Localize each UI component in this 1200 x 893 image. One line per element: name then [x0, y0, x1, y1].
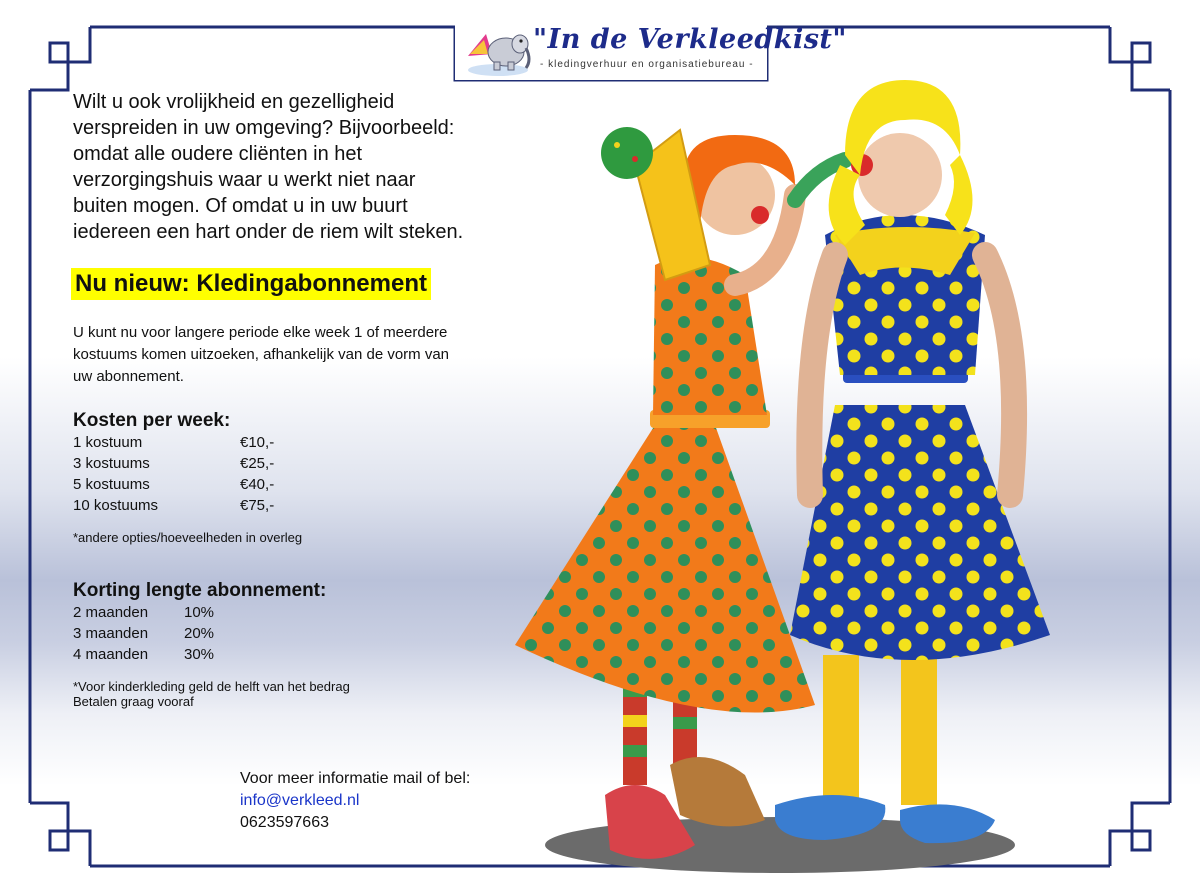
logo-subtitle: - kledingverhuur en organisatiebureau -	[540, 59, 754, 70]
intro-line: Wilt u ook vrolijkheid en gezelligheid	[73, 91, 395, 113]
discount-row	[73, 623, 350, 644]
price-row	[73, 432, 302, 453]
description-line: uw abonnement.	[73, 368, 184, 385]
description-line: U kunt nu voor langere periode elke week 1 of meerdere	[73, 324, 448, 341]
contact-phone: 0623597663	[240, 814, 329, 831]
price-label: 5 kostuums	[73, 476, 150, 493]
intro-line: verspreiden in uw omgeving? Bijvoorbeeld:	[73, 117, 455, 139]
discount-section	[73, 580, 350, 709]
discount-label: 3 maanden	[73, 625, 149, 642]
pricing-title: Kosten per week:	[73, 410, 231, 431]
price-value: €25,-	[240, 455, 275, 472]
logo-title: "In de Verkleedkist"	[533, 24, 847, 55]
contact-email-link[interactable]: info@verkleed.nl	[240, 792, 360, 809]
discount-value: 10%	[184, 604, 215, 621]
discount-label: 4 maanden	[73, 646, 149, 663]
intro-line: iedereen een hart onder de riem wilt steken.	[73, 221, 464, 243]
discount-title: Korting lengte abonnement:	[73, 580, 327, 601]
description-line: kostuums komen uitzoeken, afhankelijk van de vorm van	[73, 346, 450, 363]
description-paragraph	[73, 322, 449, 388]
contact-block	[240, 768, 470, 834]
clowns-photo	[505, 75, 1065, 875]
contact-intro: Voor meer informatie mail of bel:	[240, 770, 471, 787]
discount-value: 30%	[184, 646, 215, 663]
intro-line: buiten mogen. Of omdat u in uw buurt	[73, 195, 408, 217]
price-label: 10 kostuums	[73, 497, 159, 514]
price-label: 3 kostuums	[73, 455, 150, 472]
pricing-section	[73, 410, 302, 545]
elephant-logo-icon	[462, 26, 534, 78]
price-row	[73, 495, 302, 516]
discount-value: 20%	[184, 625, 215, 642]
payment-note: Betalen graag vooraf	[73, 694, 194, 709]
intro-paragraph	[73, 89, 463, 245]
price-label: 1 kostuum	[73, 434, 143, 451]
discount-label: 2 maanden	[73, 604, 149, 621]
headline-highlight: Nu nieuw: Kledingabonnement	[71, 268, 431, 300]
discount-row	[73, 644, 350, 665]
discount-note: *Voor kinderkleding geld de helft van het bedrag	[73, 679, 350, 694]
price-value: €10,-	[240, 434, 275, 451]
pricing-note: *andere opties/hoeveelheden in overleg	[73, 530, 303, 545]
price-row	[73, 474, 302, 495]
price-value: €40,-	[240, 476, 275, 493]
intro-line: omdat alle oudere cliënten in het	[73, 143, 363, 165]
discount-row	[73, 602, 350, 623]
intro-line: verzorgingshuis waar u werkt niet naar	[73, 169, 416, 191]
price-row	[73, 453, 302, 474]
price-value: €75,-	[240, 497, 275, 514]
